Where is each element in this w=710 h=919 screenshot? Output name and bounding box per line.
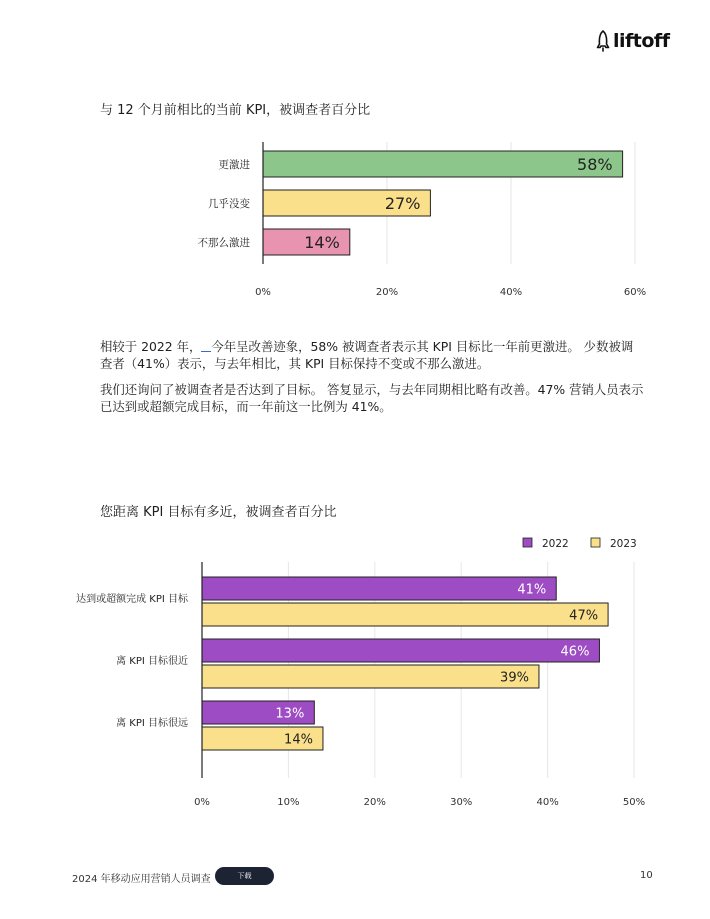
- bar-value-label: 41%: [517, 582, 547, 598]
- kpi-goal-chart: [0, 530, 710, 820]
- footer-title: 2024 年移动应用营销人员调查: [72, 874, 211, 885]
- bar: [202, 603, 608, 626]
- paragraph-1-start: 相较于 2022 年，: [100, 339, 202, 354]
- chart1-title: 与 12 个月前相比的当前 KPI，被调查者百分比: [100, 103, 371, 118]
- link-marker[interactable]: [201, 339, 211, 352]
- category-label: 离 KPI 目标很近: [116, 656, 188, 667]
- x-tick-label: 0%: [255, 287, 271, 298]
- x-tick-label: 20%: [363, 797, 386, 808]
- x-tick-label: 20%: [375, 287, 399, 298]
- x-tick-label: 40%: [536, 797, 559, 808]
- bar-value-label: 27%: [384, 194, 421, 213]
- bar: [202, 577, 556, 600]
- brand-name: liftoff: [613, 30, 670, 52]
- category-label: 达到或超额完成 KPI 目标: [76, 594, 188, 605]
- x-tick-label: 30%: [450, 797, 473, 808]
- x-tick-label: 50%: [622, 797, 646, 808]
- liftoff-logo: [596, 30, 669, 52]
- bar-value-label: 39%: [500, 670, 529, 686]
- x-tick-label: 0%: [194, 797, 210, 808]
- legend-swatch: [591, 538, 600, 547]
- bar-value-label: 46%: [560, 644, 590, 660]
- chart2-title: 您距离 KPI 目标有多近，被调查者百分比: [100, 505, 337, 520]
- category-label: 不那么激进: [197, 237, 250, 249]
- paragraph-1-end: 今年呈改善迹象，58% 被调查者表示其 KPI 目标比一年前更激进。 少数被调查者（41%）表示，与去年相比，其 KPI 目标保持不变或不那么激进。: [100, 339, 634, 371]
- bar-value-label: 13%: [275, 706, 305, 722]
- x-tick-label: 40%: [499, 287, 523, 298]
- paragraph-1: [100, 338, 645, 372]
- paragraph-2: 我们还询问了被调查者是否达到了目标。 答复显示，与去年同期相比略有改善。47% 营销人员表示已达到或超额完成目标，而一年前这一比例为 41%。: [100, 382, 644, 414]
- legend-swatch: [523, 538, 532, 547]
- bar-value-label: 47%: [569, 608, 599, 624]
- download-button[interactable]: 下载: [215, 867, 274, 885]
- category-label: 离 KPI 目标很远: [116, 718, 188, 729]
- kpi-change-chart: [0, 140, 710, 310]
- legend-label: 2023: [610, 538, 637, 550]
- bar: [202, 665, 539, 688]
- category-label: 更激进: [218, 159, 250, 171]
- bar: [263, 151, 623, 177]
- x-tick-label: 60%: [623, 287, 647, 298]
- rocket-icon: [596, 30, 610, 52]
- x-tick-label: 10%: [277, 797, 300, 808]
- page-number: 10: [640, 870, 653, 881]
- category-label: 几乎没变: [208, 198, 250, 210]
- legend-label: 2022: [542, 538, 569, 550]
- bar-value-label: 14%: [304, 233, 340, 252]
- bar: [202, 639, 599, 662]
- bar-value-label: 14%: [284, 732, 313, 748]
- bar-value-label: 58%: [577, 155, 613, 174]
